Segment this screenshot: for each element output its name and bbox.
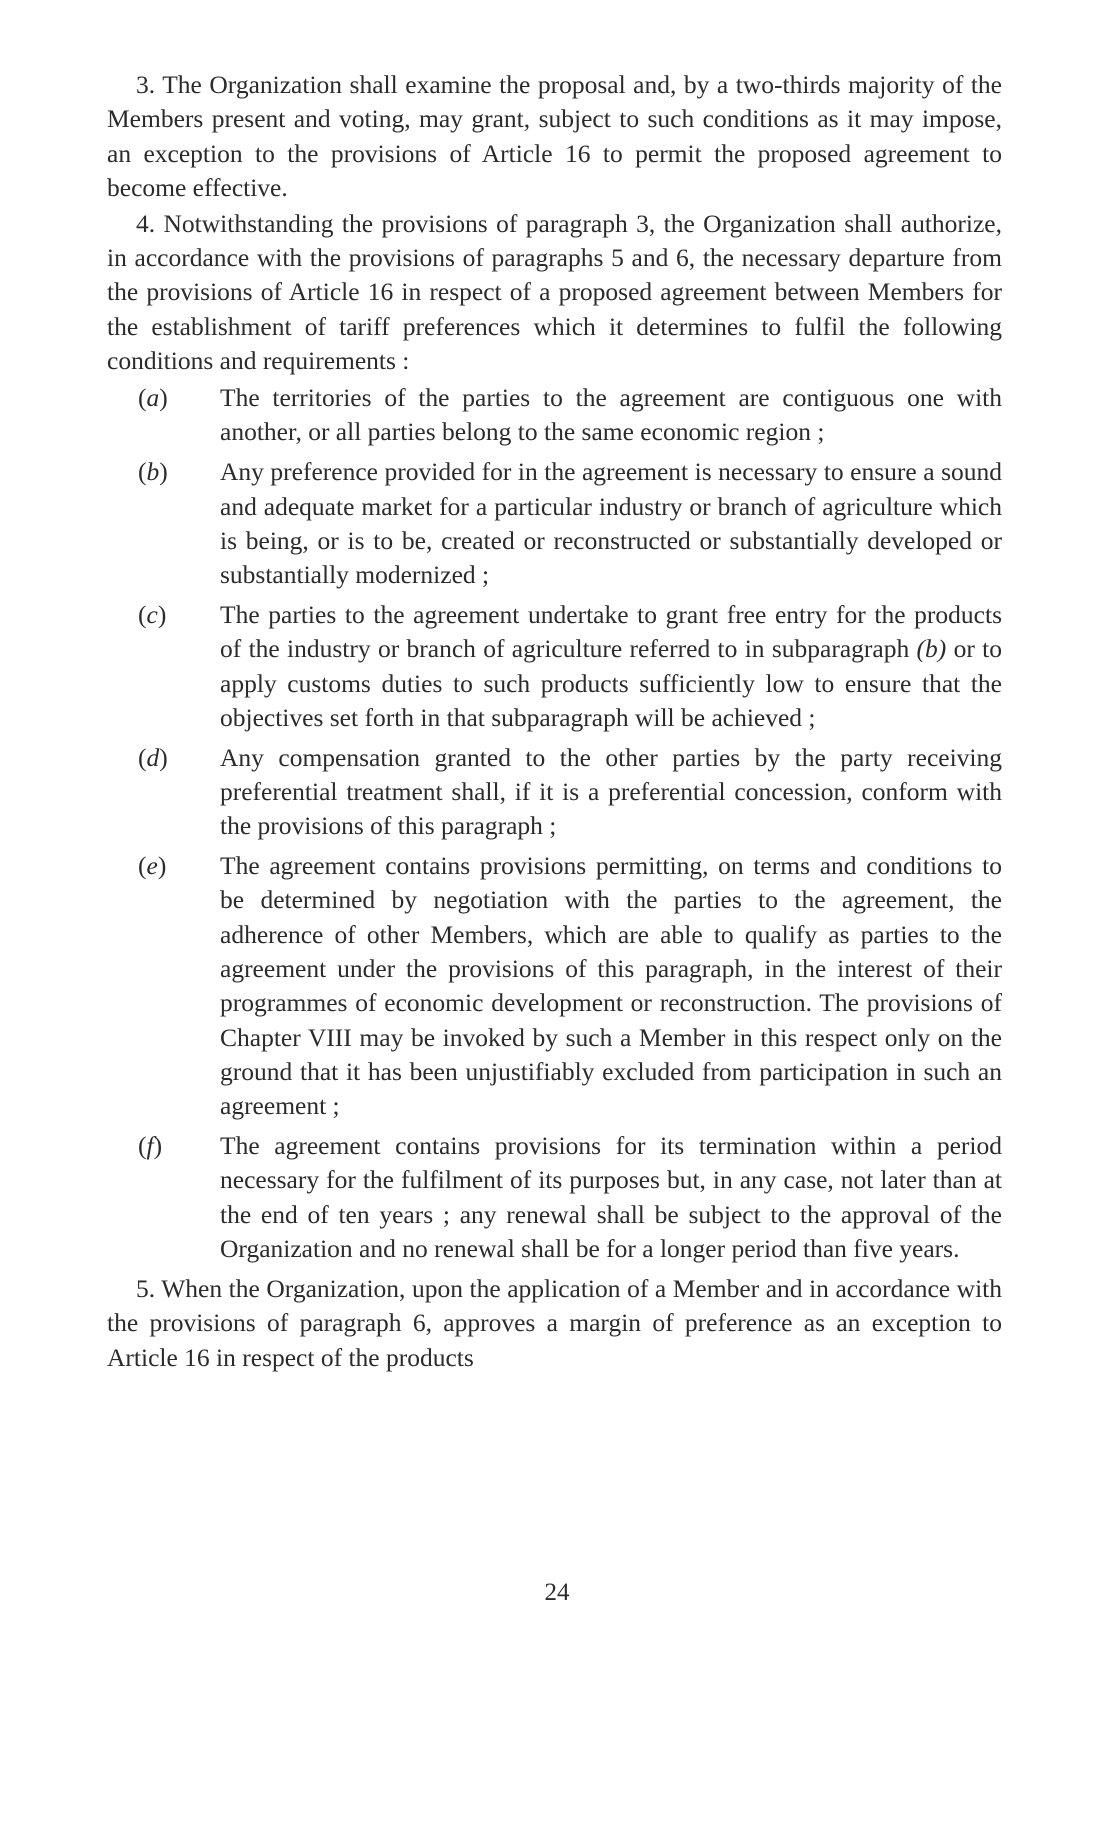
item-marker-c: (c) [138,599,167,629]
condition-item-a [107,381,1002,450]
item-marker-d: (d) [138,742,168,772]
page-number: 24 [544,1579,570,1606]
subparagraph-reference: (b) [916,634,947,664]
document-page [107,68,1002,1376]
item-marker-a: (a) [138,383,168,413]
condition-item-e [107,849,1002,1123]
condition-text-e: The agreement contains provisions permitting, on terms and conditions to be determined by negotiation with the parties to the agreement, the adherence of other Members, which are able to qualify as parties to the agreement under the provisions of this paragraph, in the interest of their programmes of economic development or reconstruction. The provisions of Chapter VIII may be invoked by such a Member in this respect only on the ground that it has been unjustifiably excluded from participation in such an agreement ; [220,851,1002,1121]
condition-text-c: The parties to the agreement undertake to grant free entry for the products of the industry or branch of agriculture referred to in subparagraph (b) or to apply customs duties to such products sufficiently low to ensure that the objectives set forth in that subparagraph will be achieved ; [220,599,1003,732]
condition-text-a: The territories of the parties to the agreement are contiguous one with another, or all parties belong to the same economic region ; [220,383,1002,447]
condition-text-d: Any compensation granted to the other parties by the party receiving preferential treatment shall, if it is a preferential concession, conform with the provisions of this paragraph ; [220,742,1002,841]
condition-text-f: The agreement contains provisions for its termination within a period necessary for the fulfilment of its purposes but, in any case, not later than at the end of ten years ; any renewal shall be subject to the approval of the Organization and no renewal shall be for a longer period than five years. [220,1130,1002,1263]
condition-item-f [107,1129,1002,1266]
condition-item-d [107,741,1002,844]
paragraph-5: 5. When the Organization, upon the application of a Member and in accordance with the provisions of paragraph 6, approves a margin of preference as an exception to Article 16 in respect of the products [107,1274,1002,1372]
item-marker-e: (e) [138,851,167,881]
condition-text-b: Any preference provided for in the agreement is necessary to ensure a sound and adequate market for a particular industry or branch of agriculture which is being, or is to be, created or reconstructed or substantially developed or substantially modernized ; [220,457,1002,590]
paragraph-3: 3. The Organization shall examine the proposal and, by a two-thirds majority of the Members present and voting, may grant, subject to such conditions as it may impose, an exception to the provisions of Article 16 to permit the proposed agreement to become effective. [107,70,1002,202]
condition-item-c [107,598,1002,735]
item-marker-f: (f) [138,1130,163,1160]
paragraph-4: 4. Notwithstanding the provisions of paragraph 3, the Organization shall authorize, in accordance with the provisions of paragraphs 5 and 6, the necessary departure from the provisions of Article 16 in respect of a proposed agreement between Members for the establishment of tariff preferences which it determines to fulfil the following conditions and requirements : [107,208,1002,375]
condition-item-b [107,455,1002,592]
item-marker-b: (b) [138,457,168,487]
condition-list [107,381,1002,1266]
